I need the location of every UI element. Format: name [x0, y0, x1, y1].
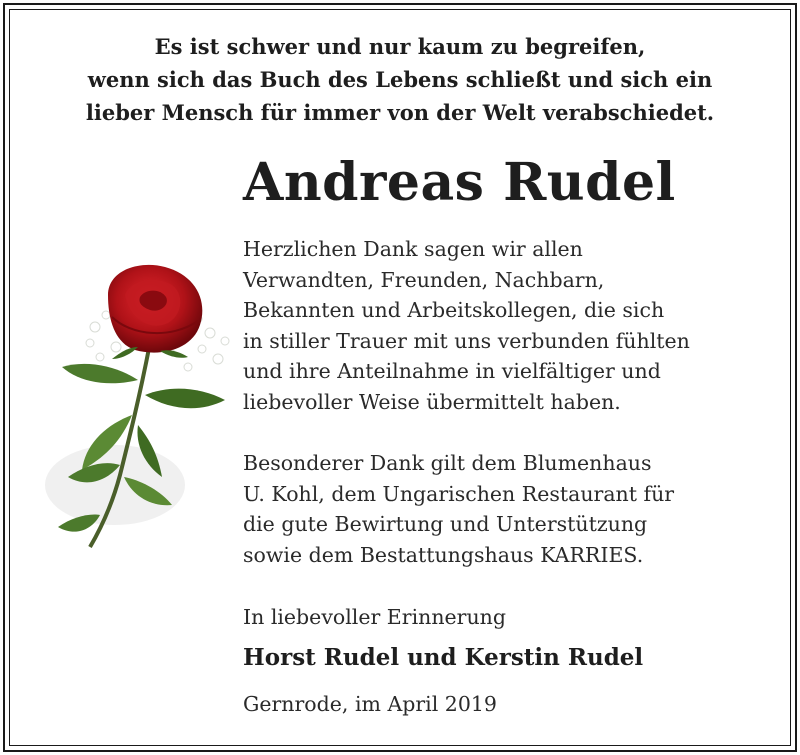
motto-line: Es ist schwer und nur kaum zu begreifen, — [154, 34, 646, 59]
motto-line: wenn sich das Buch des Lebens schließt und sich ein — [87, 67, 713, 92]
motto-verse — [20, 30, 780, 129]
special-thanks-line: U. Kohl, dem Ungarischen Restaurant für — [243, 481, 675, 506]
special-thanks-paragraph — [243, 448, 674, 570]
special-thanks-line: Besonderer Dank gilt dem Blumenhaus — [243, 451, 652, 475]
thanks-paragraph — [243, 234, 690, 417]
thanks-line: liebevoller Weise übermittelt haben. — [243, 389, 621, 414]
thanks-line: und ihre Anteilnahme in vielfältiger und — [243, 359, 661, 383]
special-thanks-line: sowie dem Bestattungshaus KARRIES. — [243, 542, 644, 567]
thanks-line: Bekannten und Arbeitskollegen, die sich — [243, 298, 665, 322]
remembrance-phrase: In liebevoller Erinnerung — [243, 605, 506, 629]
thanks-line: in stiller Trauer mit uns verbunden fühlten — [243, 328, 690, 353]
special-thanks-line: die gute Bewirtung und Unterstützung — [243, 512, 648, 536]
deceased-name: Andreas Rudel — [243, 152, 676, 213]
thanks-line: Verwandten, Freunden, Nachbarn, — [243, 267, 605, 292]
thanks-line: Herzlichen Dank sagen wir allen — [243, 237, 583, 261]
red-rose-icon — [20, 255, 245, 565]
motto-line: lieber Mensch für immer von der Welt verabschiedet. — [85, 100, 715, 125]
place-date: Gernrode, im April 2019 — [243, 692, 497, 716]
signers-names: Horst Rudel und Kerstin Rudel — [243, 644, 644, 671]
